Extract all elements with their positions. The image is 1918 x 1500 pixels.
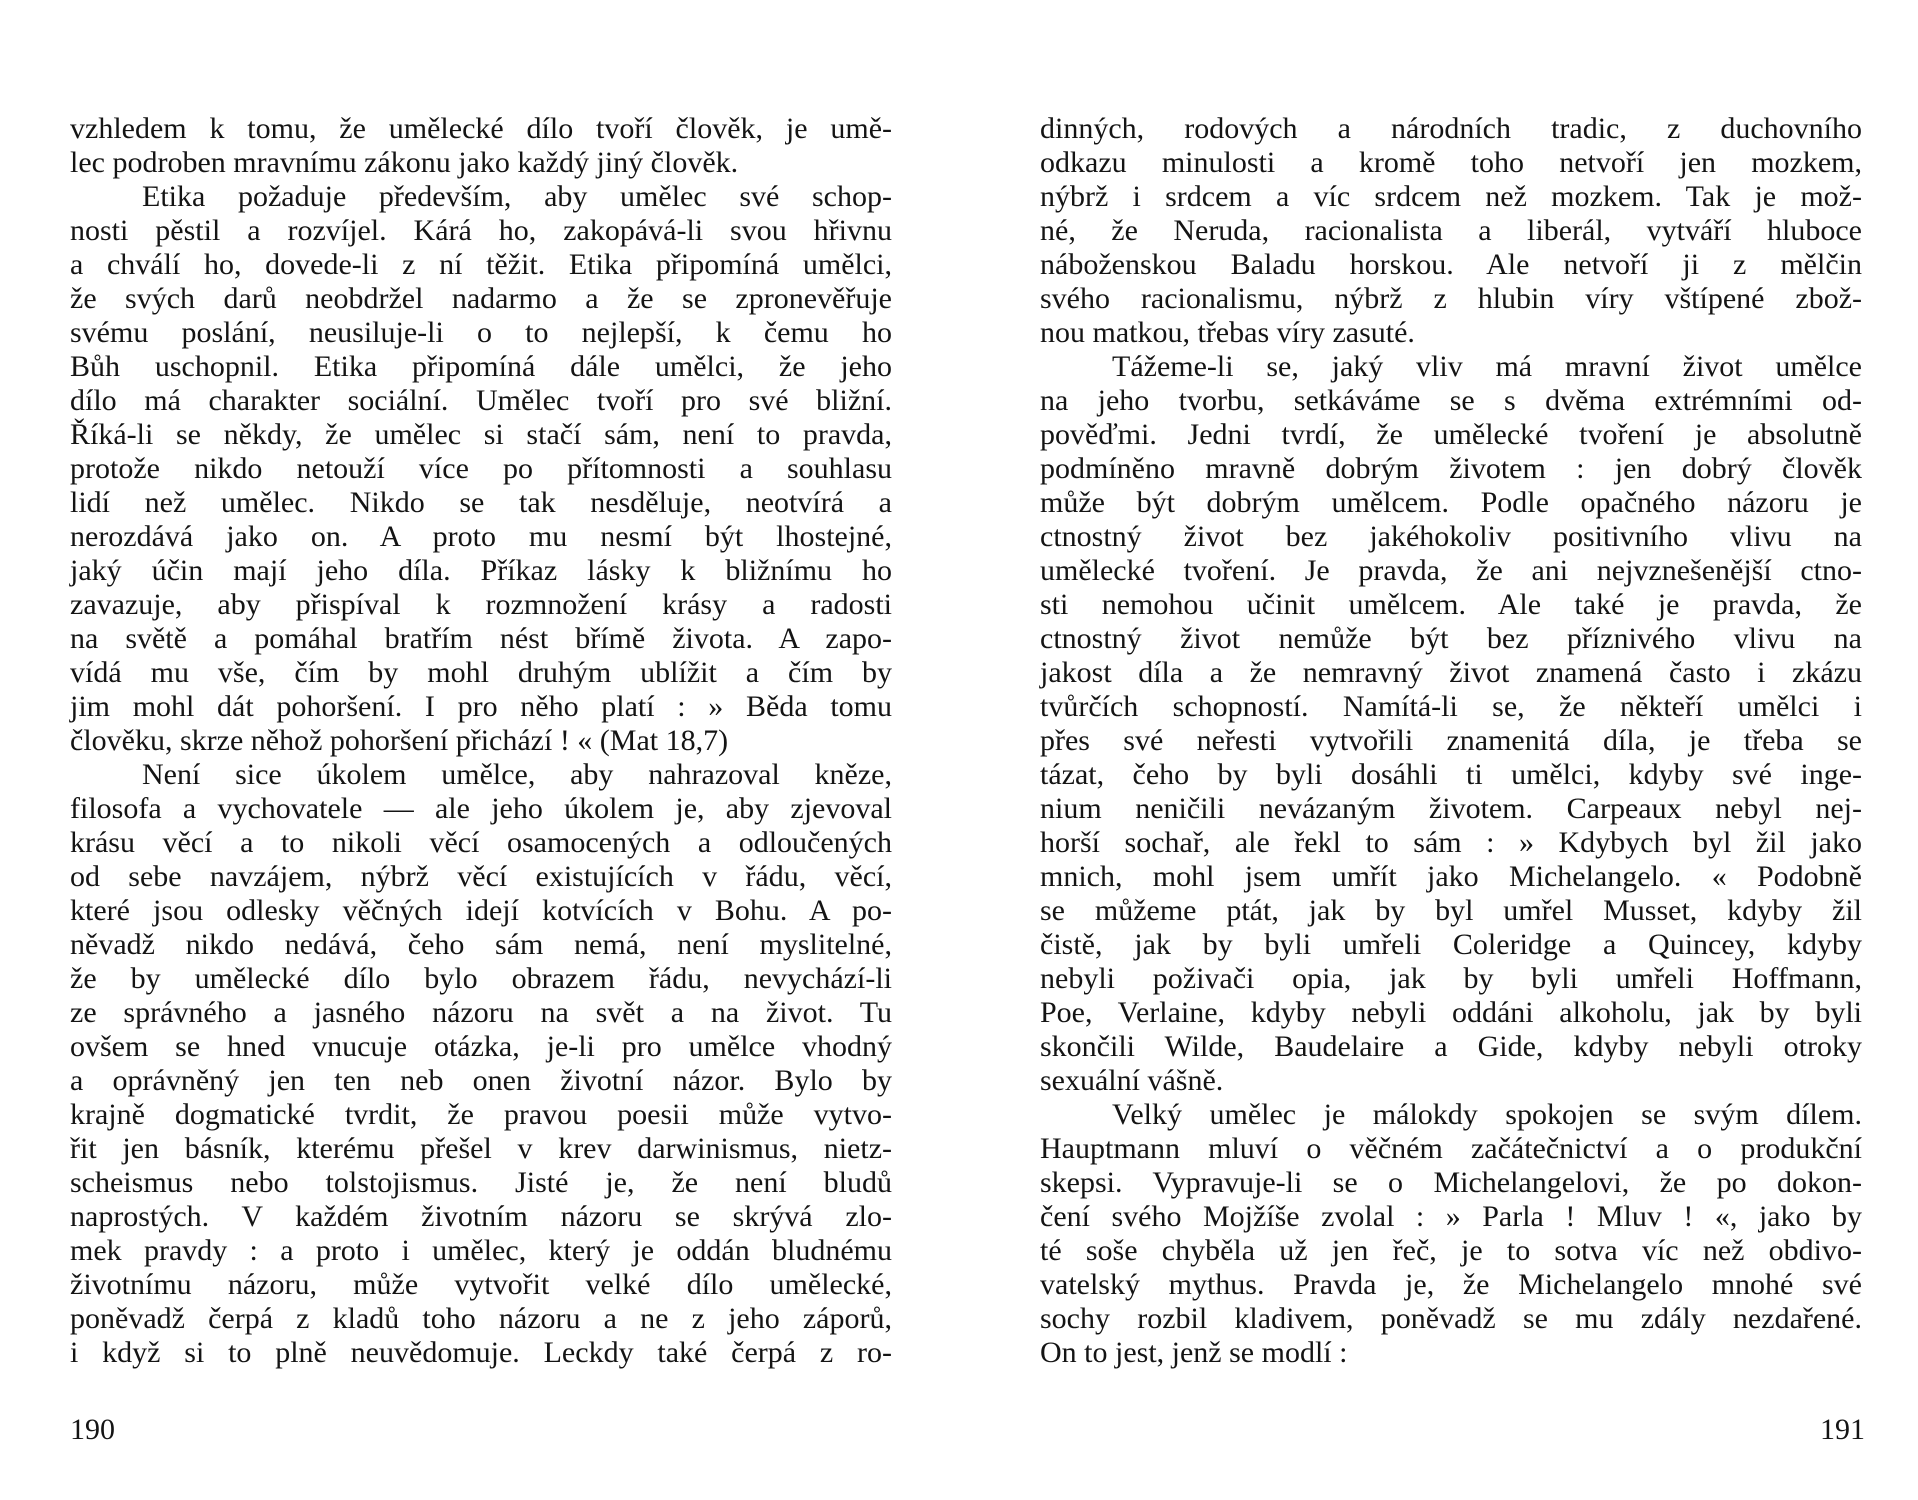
text-line: které jsou odlesky věčných idejí kotvících v Bohu. A po- (70, 894, 892, 927)
text-line: může být dobrým umělcem. Podle opačného názoru je (1040, 486, 1862, 519)
text-line: a oprávněný jen ten neb onen životní názor. Bylo by (70, 1064, 892, 1097)
text-line: dílo má charakter sociální. Umělec tvoří pro své bližní. (70, 384, 892, 417)
text-line: sti nemohou učinit umělcem. Ale také je pravda, že (1040, 588, 1862, 621)
text-line: protože nikdo netouží více po přítomnosti a souhlasu (70, 452, 892, 485)
text-line: sochy rozbil kladivem, poněvadž se mu zdály nezdařené. (1040, 1302, 1862, 1335)
text-line: Etika požaduje především, aby umělec své schop- (142, 180, 892, 213)
text-line: i když si to plně neuvědomuje. Leckdy také čerpá z ro- (70, 1336, 892, 1369)
text-line: mnich, mohl jsem umřít jako Michelangelo. « Podobně (1040, 860, 1862, 893)
text-line: lidí než umělec. Nikdo se tak nesděluje, neotvírá a (70, 486, 892, 519)
text-line: nosti pěstil a rozvíjel. Kárá ho, zakopává-li svou hřivnu (70, 214, 892, 247)
text-line: Není sice úkolem umělce, aby nahrazoval kněze, (142, 758, 892, 791)
right-page-number: 191 (1820, 1413, 1865, 1446)
text-line: filosofa a vychovatele — ale jeho úkolem je, aby zjevoval (70, 792, 892, 825)
text-line: na jeho tvorbu, setkáváme se s dvěma extrémními od- (1040, 384, 1862, 417)
text-line: podmíněno mravně dobrým životem : jen dobrý člověk (1040, 452, 1862, 485)
text-line: čení svého Mojžíše zvolal : » Parla ! Mluv ! «, jako by (1040, 1200, 1862, 1233)
text-line: nebyli poživači opia, jak by byli umřeli Hoffmann, (1040, 962, 1862, 995)
text-line: něvadž nikdo nedává, čeho sám nemá, není myslitelné, (70, 928, 892, 961)
text-line: mek pravdy : a proto i umělec, který je oddán bludnému (70, 1234, 892, 1267)
text-line: scheismus nebo tolstojismus. Jisté je, že není bludů (70, 1166, 892, 1199)
text-line: poněvadž čerpá z kladů toho názoru a ne z jeho záporů, (70, 1302, 892, 1335)
text-line: Bůh uschopnil. Etika připomíná dále umělci, že jeho (70, 350, 892, 383)
text-line: skončili Wilde, Baudelaire a Gide, kdyby nebyli otroky (1040, 1030, 1862, 1063)
text-line: svého racionalismu, nýbrž z hlubin víry vštípené zbož- (1040, 282, 1862, 315)
text-line: Velký umělec je málokdy spokojen se svým dílem. (1112, 1098, 1862, 1131)
text-line: čistě, jak by byli umřeli Coleridge a Quincey, kdyby (1040, 928, 1862, 961)
text-line: jim mohl dát pohoršení. I pro něho platí : » Běda tomu (70, 690, 892, 723)
text-line: jakost díla a že nemravný život znamená často i zkázu (1040, 656, 1862, 689)
text-line: zavazuje, aby přispíval k rozmnožení krásy a radosti (70, 588, 892, 621)
left-page-number: 190 (70, 1413, 115, 1446)
text-line: skepsi. Vypravuje-li se o Michelangelovi, že po dokon- (1040, 1166, 1862, 1199)
text-line: tázat, čeho by byli dosáhli ti umělci, kdyby své inge- (1040, 758, 1862, 791)
text-line: dinných, rodových a národních tradic, z duchovního (1040, 112, 1862, 145)
right-page-text (1040, 112, 1862, 1370)
text-line: řit jen básník, kterému přešel v krev darwinismus, nietz- (70, 1132, 892, 1165)
text-line: svému poslání, neusiluje-li o to nejlepší, k čemu ho (70, 316, 892, 349)
text-line: lec podroben mravnímu zákonu jako každý jiný člověk. (70, 146, 739, 179)
text-line: přes své neřesti vytvořili znamenitá díla, je třeba se (1040, 724, 1862, 757)
text-line: sexuální vášně. (1040, 1064, 1224, 1097)
text-line: horší sochař, ale řekl to sám : » Kdybych byl žil jako (1040, 826, 1862, 859)
text-line: vídá mu vše, čím by mohl druhým ublížit a čím by (70, 656, 892, 689)
text-line: a chválí ho, dovede-li z ní těžit. Etika připomíná umělci, (70, 248, 892, 281)
text-line: od sebe navzájem, nýbrž věcí existujících v řádu, věcí, (70, 860, 892, 893)
text-line: krajně dogmatické tvrdit, že pravou poesii může vytvo- (70, 1098, 892, 1131)
text-line: tvůrčích schopností. Namítá-li se, že někteří umělci i (1040, 690, 1862, 723)
text-line: ctnostný život bez jakéhokoliv positivního vlivu na (1040, 520, 1862, 553)
text-line: člověku, skrze něhož pohoršení přichází ! « (Mat 18,7) (70, 724, 729, 757)
text-line: nou matkou, třebas víry zasuté. (1040, 316, 1415, 349)
text-line: jaký účin mají jeho díla. Příkaz lásky k bližnímu ho (70, 554, 892, 587)
text-line: krásu věcí a to nikoli věcí osamocených a odloučených (70, 826, 892, 859)
text-line: ovšem se hned vnucuje otázka, je-li pro umělce vhodný (70, 1030, 892, 1063)
text-line: ctnostný život nemůže být bez příznivého vlivu na (1040, 622, 1862, 655)
text-line: Říká-li se někdy, že umělec si stačí sám, není to pravda, (70, 418, 892, 451)
text-line: se můžeme ptát, jak by byl umřel Musset, kdyby žil (1040, 894, 1862, 927)
text-line: že svých darů neobdržel nadarmo a že se zpronevěřuje (70, 282, 892, 315)
left-page-text (70, 112, 892, 1370)
text-line: že by umělecké dílo bylo obrazem řádu, nevychází-li (70, 962, 892, 995)
text-line: Poe, Verlaine, kdyby nebyli oddáni alkoholu, jak by byli (1040, 996, 1862, 1029)
text-line: ze správného a jasného názoru na svět a na život. Tu (70, 996, 892, 1029)
text-line: náboženskou Baladu horskou. Ale netvoří ji z mělčin (1040, 248, 1862, 281)
text-line: nium neničili nevázaným životem. Carpeaux nebyl nej- (1040, 792, 1862, 825)
text-line: né, že Neruda, racionalista a liberál, vytváří hluboce (1040, 214, 1862, 247)
text-line: nýbrž i srdcem a víc srdcem než mozkem. Tak je mož- (1040, 180, 1862, 213)
text-line: umělecké tvoření. Je pravda, že ani nejvznešenější ctno- (1040, 554, 1862, 587)
text-line: vatelský mythus. Pravda je, že Michelangelo mnohé své (1040, 1268, 1862, 1301)
text-line: vzhledem k tomu, že umělecké dílo tvoří člověk, je umě- (70, 112, 892, 145)
text-line: pověďmi. Jedni tvrdí, že umělecké tvoření je absolutně (1040, 418, 1862, 451)
text-line: Hauptmann mluví o věčném začátečnictví a o produkční (1040, 1132, 1862, 1165)
text-line: Tážeme-li se, jaký vliv má mravní život umělce (1112, 350, 1862, 383)
text-line: On to jest, jenž se modlí : (1040, 1336, 1348, 1369)
text-line: životnímu názoru, může vytvořit velké dílo umělecké, (70, 1268, 892, 1301)
text-line: naprostých. V každém životním názoru se skrývá zlo- (70, 1200, 892, 1233)
text-line: na světě a pomáhal bratřím nést břímě života. A zapo- (70, 622, 892, 655)
text-line: té soše chyběla už jen řeč, je to sotva víc než obdivo- (1040, 1234, 1862, 1267)
text-line: odkazu minulosti a kromě toho netvoří jen mozkem, (1040, 146, 1862, 179)
text-line: nerozdává jako on. A proto mu nesmí být lhostejné, (70, 520, 892, 553)
